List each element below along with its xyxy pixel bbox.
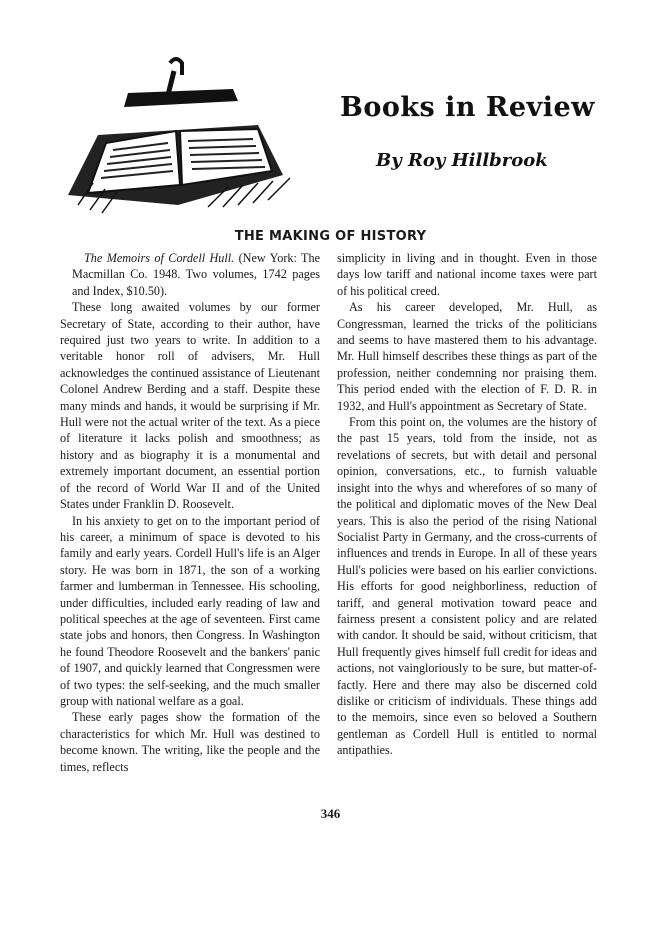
paragraph: These early pages show the formation of the characteristics for which Mr. Hull was destined to become known. The writing, like the people and the times, reflects bbox=[60, 710, 320, 774]
right-column bbox=[337, 250, 597, 759]
paragraph: As his career developed, Mr. Hull, as Congressman, learned the tricks of the politicians and seems to have mastered them to his advantage. Mr. Hull himself describes these things as part of the profession, neither condemning nor praising them. This period ended with the election of F. D. R. in 1932, and Hull's appointment as Secretary of State. bbox=[337, 300, 597, 413]
citation-details: (New York: The Macmillan Co. 1948. Two volumes, 1742 pages and Index, $10.50). bbox=[72, 251, 320, 298]
page-heading: Books in Review bbox=[340, 92, 595, 123]
paragraph: In his anxiety to get on to the important period of his career, a minimum of space is devoted to his family and early years. Cordell Hull's life is an Alger story. He was born in 1871, the son of a working farmer and lumberman in Tennessee. His schooling, under difficulties, included early reading of law and political speeches at the age of seventeen. First came state jobs and honors, then Congress. In Washington he found Theodore Roosevelt and the bankers' panic of 1907, and quickly learned that Congressmen were of two types: the self-seeking, and the much smaller group with national welfare as a goal. bbox=[60, 513, 320, 708]
book-citation bbox=[60, 250, 320, 299]
author-byline: By Roy Hillbrook bbox=[376, 150, 548, 171]
left-column bbox=[60, 250, 320, 775]
section-title: THE MAKING OF HISTORY bbox=[234, 229, 427, 244]
paragraph-continued: simplicity in living and in thought. Even in those days low tariff and national income taxes were part of his political creed. bbox=[337, 251, 597, 298]
paragraph: From this point on, the volumes are the history of the past 15 years, told from the inside, not as revelations of secrets, but with detail and personal opinion, conversations, etc., to furnish valuable insight into the whys and wherefores of so many of the political and diplomatic moves of the New Deal years. This is also the period of the rising National Socialist Party in Germany, and the cross-currents of influences and trends in Europe. In all of these years Hull's policies were based on his earlier convictions. His efforts for good neighborliness, reduction of tariff, and general motivation toward peace and fairness present a consistent policy and are related with candor. It should be said, without criticism, that Hull frequently gives himself full credit for ideas and actions, not vaingloriously to be sure, but matter-of-factly. Here and there may also be discerned cold dislike or criticism of individuals. These things add to the memoirs, since even so beloved a Southern gentleman as Cordell Hull is entitled to normal antipathies. bbox=[337, 415, 597, 758]
lamp-and-open-book-illustration bbox=[58, 55, 308, 215]
book-title: The Memoirs of Cordell Hull. bbox=[84, 251, 235, 265]
paragraph: These long awaited volumes by our former Secretary of State, according to their author, have required just two years to write. In addition to a veritable honor roll of advisers, Mr. Hull acknowledges the continued assistance of Lieutenant Colonel Andrew Berding and a staff. Despite these many minds and hands, it would be surprising if Mr. Hull were not the actual writer of the text. As a piece of literature it lacks polish and smoothness; as history and as biography it is a monumental and extremely important document, an essential portion of the record of World War II and of the United States under Franklin D. Roosevelt. bbox=[60, 300, 320, 512]
page-number: 346 bbox=[320, 806, 341, 821]
